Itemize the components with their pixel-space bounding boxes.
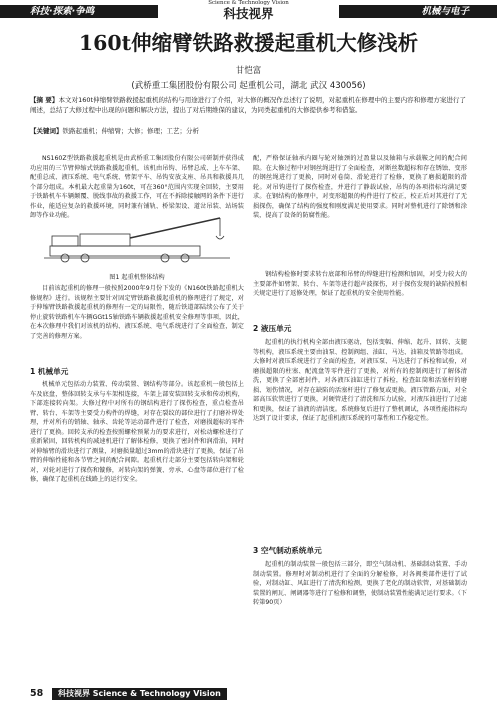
abstract bbox=[30, 96, 466, 115]
crane-cab bbox=[80, 234, 130, 246]
section-1-text: 机械单元包括动力装置、传动装置、钢结构等部分。该起重机一般包括上车及底盘，整体回转支承与车架相连接，车架上部安装回转支承和传动机构，下部连接转向架。大修过程中对所有的钢结构进行了探伤检查，重点检查吊臂、转台、车架等主要受力构件的焊缝，对存在裂纹的部位进行了打磨补焊处理，并对所有的销轴、轴承、齿轮等运动部件进行了检查，对磨损超标的零件进行了更换。回转支承的检查按照螺栓预紧力的要求进行，对松动螺栓进行了重新紧固，回转机构的减速机进行了解体检修，更换了密封件和润滑油，同时对伸缩臂的滑块进行了测量，对磨损量超过3mm的滑块进行了更换，保证了吊臂的伸缩性能和各节臂之间的配合间隙。起重机行走部分主要包括转向架和轮对，对轮对进行了探伤和镟修，对转向架的弹簧、旁承、心盘等部位进行了检修，确保了起重机在线路上的运行安全。 bbox=[30, 381, 244, 484]
article-author: 甘恺富 bbox=[235, 66, 262, 76]
page-footer bbox=[0, 686, 497, 702]
keywords-label: 【关键词】 bbox=[30, 127, 63, 135]
journal-header bbox=[0, 0, 497, 20]
right-mid-text: 钢结构检修时要求转台底部和吊臂的焊缝进行检测和加固，对受力较大的主要部件如臂架、转台、车架等进行超声波探伤，对于探伤发现的缺陷按照相关规定进行了返修处理，保证了起重机的安全使用性能。 bbox=[253, 271, 467, 298]
section-2-heading: 2 液压单元 bbox=[253, 324, 292, 333]
section-2-body bbox=[253, 338, 467, 538]
abstract-label: 【摘 要】 bbox=[30, 96, 59, 104]
section-1-heading: 1 机械单元 bbox=[30, 367, 69, 376]
maintenance-text: 目前该起重机的修理一般按照2000年9月份下发的《N160t铁路起重机大修规程》进行。该规程主要针对固定臂铁路救援起重机的修理进行了规定，对于伸缩臂铁路救援起重机的修理有一定的局限性，随后铁道部陆续公布了关于停止旋转铁路机车车辆GGt15轴铁路车辆救援起重机安全修理等事项，因此，在本次修理中我们对该机的结构、液压系统、电气系统进行了全面检查，制定了完善的修理方案。 bbox=[30, 285, 244, 340]
right-column-top bbox=[253, 154, 467, 269]
section-1-body bbox=[30, 380, 244, 682]
counterweight bbox=[52, 236, 78, 246]
right-column-mid bbox=[253, 270, 467, 318]
header-right-label: 机械与电子 bbox=[421, 6, 469, 17]
page-number: 58 bbox=[30, 688, 44, 699]
section-3-text: 起重机的制动装置一般包括三部分，即空气制动机、基础制动装置、手动制动装置。修理时对制动机进行了全面的分解检修，对各阀类部件进行了试验，对制动缸、风缸进行了清洗和检测，更换了老化的制动软管，对基础制动装置的闸瓦、闸调器等进行了检修和调整，使制动装置性能满足运行要求。（下转第90页） bbox=[253, 561, 467, 607]
section-2-text: 起重机的执行机构全部由液压驱动，包括变幅、伸缩、起升、回转、支腿等机构，液压系统主要由油泵、控制阀组、油缸、马达、油箱及管路等组成。大修时对液压系统进行了全面的检查，对液压泵、马达进行了拆检和试验，对磨损超限的柱塞、配流盘等零件进行了更换，对所有的控制阀进行了解体清洗，更换了全部密封件，对各液压油缸进行了拆检，检查缸筒和活塞杆的磨损、划伤情况，对存在缺陷的活塞杆进行了修复或更换。液压管路方面，对全部高压软管进行了更换，对硬管进行了清洗和压力试验，对液压油进行了过滤和更换，保证了油液的清洁度。系统修复后进行了整机调试，各项性能指标均达到了设计要求，保证了起重机液压系统的可靠性和工作稳定性。 bbox=[253, 339, 467, 423]
crane-figure bbox=[40, 204, 234, 266]
hook-icon bbox=[216, 236, 224, 239]
header-right-tag bbox=[339, 5, 497, 18]
header-left-label: 科技·探索·争鸣 bbox=[30, 6, 95, 17]
article-affiliation: (武桥重工集团股份有限公司 起重机公司，湖北 武汉 430056) bbox=[131, 81, 366, 91]
crane-chassis bbox=[50, 246, 200, 256]
header-journal bbox=[158, 0, 339, 20]
abstract-text: 本文对160t伸缩臂铁路救援起重机的结构与用途进行了介绍，对大修的概况作总述行了说明，对起重机在修理中的主要内容和修理方案进行了阐述，总结了大修过程中出现的问题和解决方法，提出了对后期维保的建议，为同类起重机的大修提供参考和借鉴。 bbox=[30, 96, 466, 114]
keywords bbox=[30, 127, 466, 137]
maintenance-paragraph bbox=[30, 284, 244, 364]
crane-drawing bbox=[44, 218, 230, 262]
section-3-body bbox=[253, 560, 467, 682]
intro-text: NS160Z型铁路救援起重机是由武桥重工集团股份有限公司研制并获得成功应用的三节臂伸缩式铁路救援起重机，该机由吊钩、吊臂总成、上车车架、配重总成、液压系统、电气系统、臂架平车、吊钩安放支座、吊具和救援具几个部分组成。本机最大起重量为160t，可在360°范围内实现全回转，主要用于铁路机车车辆颠覆、脱线事故的救援工作，可在不拆除接触网的条件下进行作业，能适应复杂的救援环境，同时兼有铺轨、桥梁架设、道岔吊装、站场装卸等作业功能。 bbox=[30, 155, 244, 220]
journal-name-en: Science & Technology Vision bbox=[208, 0, 289, 6]
footer-journal-label: 科技视界 Science & Technology Vision bbox=[52, 688, 227, 700]
journal-name-cn: 科技视界 bbox=[223, 6, 274, 21]
figure-caption: 图1 起重机整体结构 bbox=[109, 274, 165, 281]
keywords-text: 铁路起重机；伸缩臂；大修；修理；工艺；分析 bbox=[62, 127, 199, 135]
article-title: 160t伸缩臂铁路救援起重机大修浅析 bbox=[78, 31, 419, 55]
section-3-heading: 3 空气制动系统单元 bbox=[253, 546, 322, 555]
header-left-tag bbox=[0, 5, 158, 18]
crane-boom bbox=[130, 218, 220, 238]
right-top-text: 配，严格保证轴承内圈与轮对轴颈的过盈量以及轴箱与承载鞍之间的配合间隙。在大修过程中对钢丝绳进行了全面检查，对断丝数超标和存在锈蚀、变形的钢丝绳进行了更换，同时对卷筒、滑轮进行了检修，更换了磨损超限的滑轮。对吊钩进行了探伤检查，并进行了静载试验，吊钩的各项指标均满足要求。在钢结构的修理中，对变形超限的构件进行了校正，校正后对其进行了无损探伤，确保了结构的强度和刚度满足使用要求。同时对整机进行了除锈和涂装，提高了设备的防腐性能。 bbox=[253, 155, 467, 220]
intro-paragraph bbox=[30, 154, 244, 220]
